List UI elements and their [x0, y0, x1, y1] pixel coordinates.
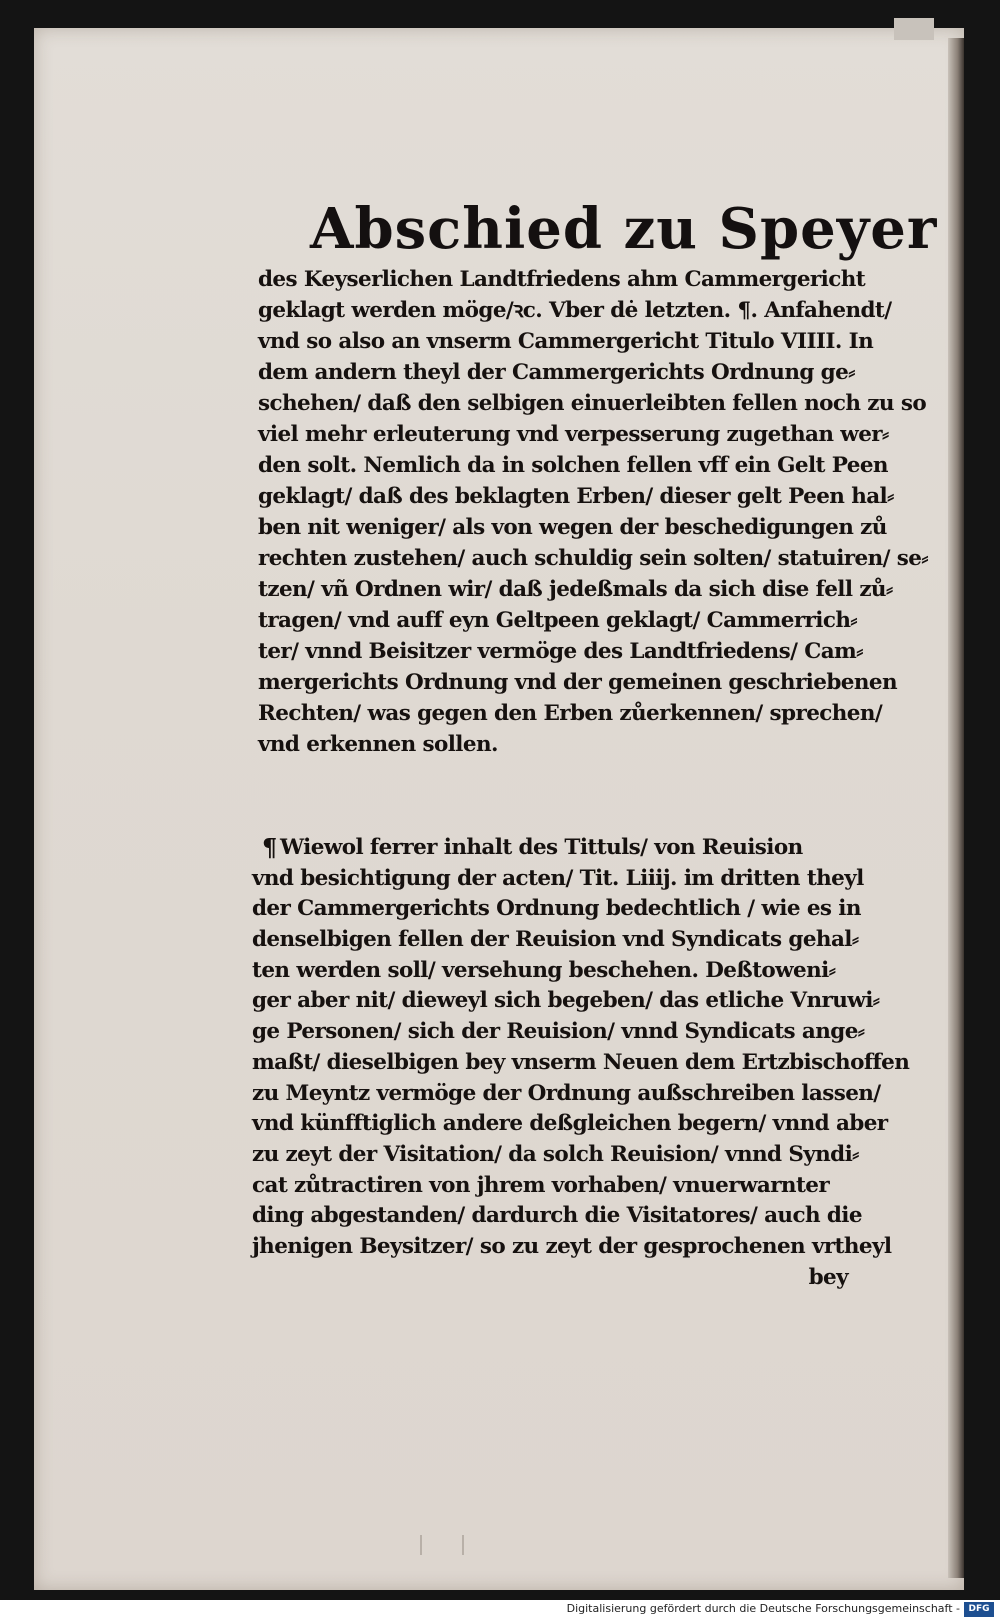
paragraph-2-line: zu Meyntz vermöge der Ordnung außschreiben lassen/	[252, 1080, 881, 1106]
paragraph-1	[258, 264, 928, 760]
paragraph-2-line: ger aber nit/ dieweyl sich begeben/ das etliche Vnruwi⸗	[252, 988, 880, 1014]
pilcrow-icon: ¶	[262, 833, 278, 862]
paragraph-1-line: rechten zustehen/ auch schuldig sein solten/ statuiren/ se⸗	[258, 546, 928, 571]
paragraph-2-line: zu zeyt der Visitation/ da solch Reuision/ vnnd Syndi⸗	[252, 1141, 859, 1167]
paragraph-1-line: vnd so also an vnserm Cammergericht Titulo VIIII. In	[258, 329, 874, 354]
paragraph-2	[252, 833, 910, 1293]
paragraph-2-line: ge Personen/ sich der Reuision/ vnnd Syndicats ange⸗	[252, 1019, 865, 1045]
page-title: Abschied zu Speyer	[310, 196, 938, 262]
paragraph-1-line: geklagt werden möge/ꝛc. Vber dė letzten. ¶. Anfahendt/	[258, 298, 892, 323]
paragraph-1-line: den solt. Nemlich da in solchen fellen vff ein Gelt Peen	[258, 453, 888, 478]
paragraph-1-line: tzen/ vñ Ordnen wir/ daß jedeßmals da sich dise fell zů⸗	[258, 577, 893, 602]
paragraph-2-line: vnd besichtigung der acten/ Tit. Liiij. im dritten theyl	[252, 865, 864, 891]
footer-credit: Digitalisierung gefördert durch die Deutsche Forschungsgemeinschaft -	[566, 1602, 960, 1615]
paragraph-2-line: ten werden soll/ versehung beschehen. Deßtoweni⸗	[252, 957, 836, 983]
paragraph-2-line: maßt/ dieselbigen bey vnserm Neuen dem Ertzbischoffen	[252, 1049, 910, 1075]
paragraph-2-line: vnd künfftiglich andere deßgleichen begern/ vnnd aber	[252, 1111, 888, 1137]
paragraph-1-line: geklagt/ daß des beklagten Erben/ dieser gelt Peen hal⸗	[258, 484, 894, 509]
paragraph-1-line: ben nit weniger/ als von wegen der beschedigungen zů	[258, 515, 887, 540]
paragraph-1-line: vnd erkennen sollen.	[258, 732, 498, 757]
paragraph-2-line: denselbigen fellen der Reuision vnd Syndicats gehal⸗	[252, 927, 859, 953]
paragraph-1-line: mergerichts Ordnung vnd der gemeinen geschriebenen	[258, 670, 897, 695]
paragraph-1-line: Rechten/ was gegen den Erben zůerkennen/ sprechen/	[258, 701, 883, 726]
paragraph-1-line: dem andern theyl der Cammergerichts Ordnung ge⸗	[258, 360, 855, 385]
paragraph-2-line: ding abgestanden/ dardurch die Visitatores/ auch die	[252, 1203, 862, 1229]
paragraph-1-line: viel mehr erleuterung vnd verpesserung zugethan wer⸗	[258, 422, 889, 447]
paragraph-1-line: des Keyserlichen Landtfriedens ahm Cammergericht	[258, 267, 866, 292]
paragraph-1-line: schehen/ daß den selbigen einuerleibten fellen noch zu so	[258, 391, 927, 416]
catchword: bey	[808, 1264, 848, 1290]
footer-bar	[0, 1600, 1000, 1621]
paragraph-1-line: ter/ vnnd Beisitzer vermöge des Landtfriedens/ Cam⸗	[258, 639, 863, 664]
paragraph-2-line: cat zůtractiren von jhrem vorhaben/ vnuerwarnter	[252, 1172, 830, 1198]
gutter-mark	[420, 1535, 464, 1555]
page-tab	[894, 18, 934, 40]
paragraph-1-line: tragen/ vnd auff eyn Geltpeen geklagt/ Cammerrich⸗	[258, 608, 857, 633]
document-page	[34, 28, 964, 1590]
page-edge	[948, 38, 964, 1578]
paragraph-2-line: Wiewol ferrer inhalt des Tittuls/ von Reuision	[280, 835, 803, 860]
paragraph-2-line: der Cammergerichts Ordnung bedechtlich / wie es in	[252, 896, 861, 922]
paragraph-2-line: jhenigen Beysitzer/ so zu zeyt der gesprochenen vrtheyl	[252, 1233, 892, 1259]
dfg-logo-icon: DFG	[964, 1602, 994, 1617]
